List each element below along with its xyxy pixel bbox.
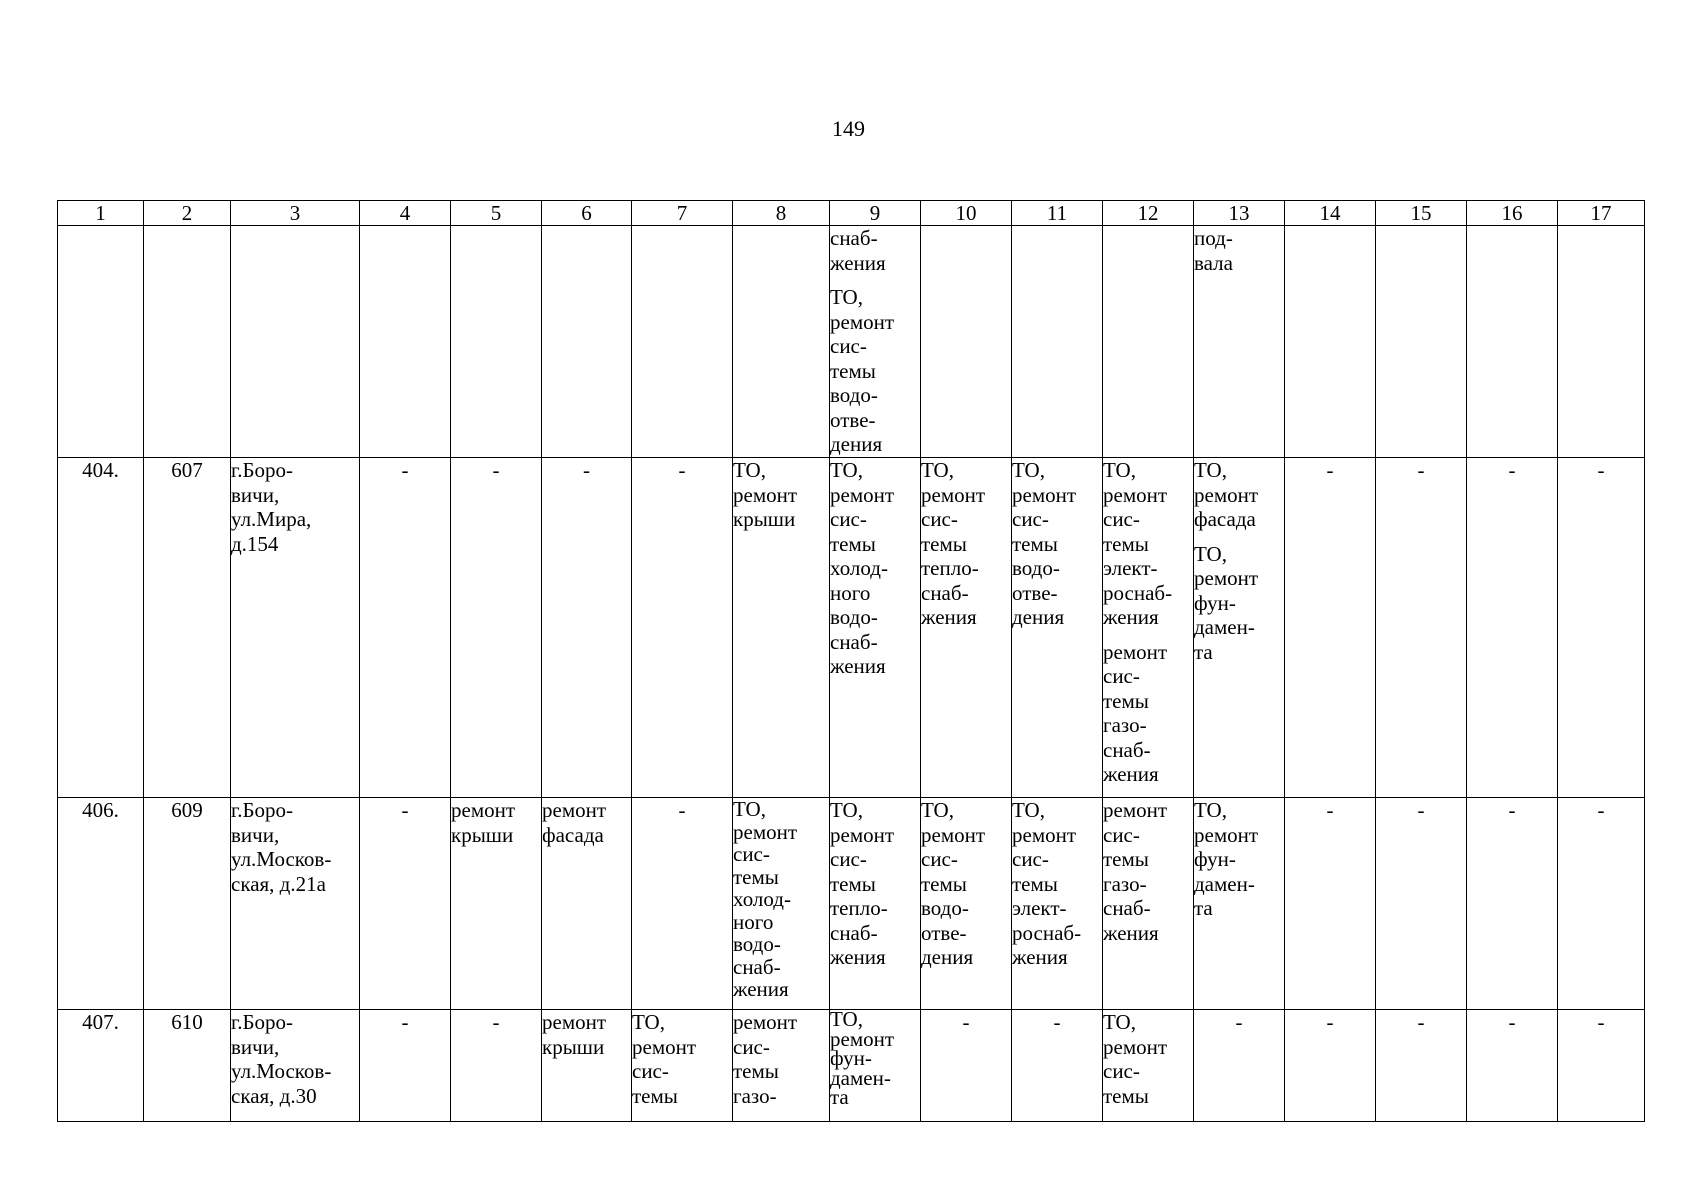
cell-text-line: сис-	[1012, 847, 1049, 871]
cell-text-line: сис-	[733, 1034, 770, 1059]
empty-value: -	[360, 798, 451, 1010]
cell-text-line: ТО,	[1194, 458, 1227, 482]
column-header: 5	[451, 201, 542, 226]
cell-text-line: ская, д.30	[231, 1083, 317, 1108]
cell-text-line: снаб-	[733, 954, 781, 979]
cell-text-line: д.154	[231, 531, 279, 556]
cell-text-line: ремонт	[1194, 482, 1259, 507]
cell-text-line: ТО,	[1194, 798, 1227, 822]
cell-text-line: холод-	[830, 556, 888, 580]
work-cell	[632, 1010, 733, 1122]
cell-text-line: ремонт	[1103, 482, 1168, 507]
cell-text-line: ремонт	[921, 822, 986, 847]
cell-text-line: сис-	[830, 334, 867, 358]
cell-text-line: крыши	[542, 1034, 605, 1059]
cell-text-line: вичи,	[231, 482, 280, 507]
cell-text-line: жения	[921, 605, 977, 629]
empty-value: -	[360, 1010, 451, 1122]
cell-text-line: снаб-	[921, 580, 969, 605]
cell-text-line: элект-	[1103, 556, 1158, 580]
cell-text-line: темы	[921, 531, 967, 556]
table-cell	[921, 226, 1012, 458]
cell-text-line: ТО,	[830, 798, 863, 822]
cell-text-line: снаб-	[1103, 896, 1151, 920]
empty-value: -	[1285, 1010, 1376, 1122]
address-cell	[231, 798, 360, 1010]
cell-text-line: ремонт	[1012, 482, 1077, 507]
repair-schedule-table	[57, 200, 1645, 1122]
cell-text-line: темы	[1103, 688, 1149, 713]
empty-value: -	[451, 1010, 542, 1122]
cell-text-line: ремонт	[451, 798, 516, 822]
column-header: 4	[360, 201, 451, 226]
cell-text-line: ного	[830, 580, 871, 605]
cell-text-line: вичи,	[231, 1034, 280, 1059]
cell-text-line: водо-	[830, 605, 878, 629]
column-header: 15	[1376, 201, 1467, 226]
page-number: 149	[832, 116, 865, 141]
empty-value: -	[1467, 1010, 1558, 1122]
table-cell	[144, 226, 231, 458]
work-cell	[733, 798, 830, 1010]
empty-value: -	[1467, 798, 1558, 1010]
cell-text-line: снаб-	[830, 920, 878, 945]
cell-text-line: ремонт	[542, 1010, 607, 1034]
cell-text-line: водо-	[830, 383, 878, 407]
cell-text-line: сис-	[1103, 822, 1140, 847]
cell-text-line: водо-	[1012, 556, 1060, 580]
cell-text-line: жения	[733, 977, 789, 1001]
empty-value: -	[1558, 458, 1645, 798]
work-cell	[921, 458, 1012, 798]
cell-text-line: ТО,	[921, 458, 954, 482]
empty-value: -	[360, 458, 451, 798]
table-cell	[1103, 226, 1194, 458]
cell-text-line: темы	[632, 1083, 678, 1108]
cell-text-line: отве-	[830, 407, 876, 432]
paragraph-gap	[1194, 532, 1284, 542]
column-header: 9	[830, 201, 921, 226]
work-cell	[921, 798, 1012, 1010]
work-cell	[830, 226, 921, 458]
table-row	[58, 1010, 1645, 1122]
cell-text-line: дения	[921, 945, 974, 969]
table-cell	[1012, 226, 1103, 458]
cell-text-line: та	[830, 1085, 849, 1109]
cell-text-line: сис-	[632, 1059, 669, 1083]
empty-value: -	[1467, 458, 1558, 798]
work-cell	[830, 458, 921, 798]
cell-text-line: ремонт	[632, 1034, 697, 1059]
cell-text-line: жения	[1103, 762, 1159, 786]
cell-text-line: ул.Москов-	[231, 847, 332, 871]
house-id: 610	[144, 1010, 231, 1122]
cell-text-line: сис-	[830, 847, 867, 871]
cell-text-line: ТО,	[1103, 458, 1136, 482]
cell-text-line: темы	[733, 864, 779, 889]
table-row	[58, 458, 1645, 798]
work-cell	[733, 458, 830, 798]
empty-value: -	[542, 458, 632, 798]
cell-text-line: сис-	[733, 842, 770, 866]
cell-text-line: дамен-	[1194, 871, 1255, 896]
cell-text-line: ремонт	[830, 822, 895, 847]
cell-text-line: сис-	[1103, 664, 1140, 688]
cell-text-line: темы	[1103, 1083, 1149, 1108]
work-cell	[830, 1007, 921, 1122]
cell-text-line: жения	[830, 654, 886, 678]
cell-text-line: жения	[1103, 605, 1159, 629]
empty-value: -	[1012, 1010, 1103, 1122]
table-cell	[1558, 226, 1645, 458]
table-cell	[542, 226, 632, 458]
cell-text-line: роснаб-	[1012, 920, 1082, 945]
cell-text-line: ТО,	[1103, 1010, 1136, 1034]
cell-text-line: сис-	[1103, 507, 1140, 531]
cell-text-line: ремонт	[830, 1026, 895, 1051]
cell-text-line: ремонт	[1194, 822, 1259, 847]
empty-value: -	[451, 458, 542, 798]
cell-text-line: та	[1194, 896, 1213, 920]
table-row	[58, 798, 1645, 1010]
cell-text-line: жения	[830, 945, 886, 969]
address-cell	[231, 458, 360, 798]
work-cell	[1103, 798, 1194, 1010]
cell-text-line: ремонт	[733, 819, 798, 844]
work-cell	[1103, 458, 1194, 798]
cell-text-line: г.Боро-	[231, 798, 294, 822]
work-cell	[1194, 798, 1285, 1010]
cell-text-line: ТО,	[830, 458, 863, 482]
cell-text-line: вичи,	[231, 822, 280, 847]
cell-text-line: темы	[830, 358, 876, 383]
empty-value: -	[1285, 798, 1376, 1010]
cell-text-line: ремонт	[1103, 639, 1168, 664]
cell-text-line: ТО,	[733, 797, 766, 821]
cell-text-line: ремонт	[1194, 566, 1259, 590]
empty-value: -	[1558, 798, 1645, 1010]
cell-text-line: ТО,	[830, 1007, 863, 1031]
cell-text-line: дения	[830, 432, 883, 456]
cell-text-line: г.Боро-	[231, 458, 294, 482]
cell-text-line: ремонт	[830, 309, 895, 334]
cell-text-line: снаб-	[1103, 737, 1151, 762]
column-header: 12	[1103, 201, 1194, 226]
empty-value: -	[632, 458, 733, 798]
cell-text-line: сис-	[921, 507, 958, 531]
cell-text-line: ремонт	[733, 1010, 798, 1034]
continuation-row	[58, 226, 1645, 458]
cell-text-line: ремонт	[733, 482, 798, 507]
table-cell	[1376, 226, 1467, 458]
column-header: 1	[58, 201, 144, 226]
cell-text-line: сис-	[921, 847, 958, 871]
column-header: 3	[231, 201, 360, 226]
cell-text-line: ТО,	[1012, 458, 1045, 482]
cell-text-line: вала	[1194, 250, 1233, 275]
cell-text-line: ремонт	[1103, 1034, 1168, 1059]
column-header: 13	[1194, 201, 1285, 226]
work-cell	[1012, 798, 1103, 1010]
cell-text-line: темы	[921, 871, 967, 896]
cell-text-line: ул.Москов-	[231, 1059, 332, 1083]
cell-text-line: фасада	[1194, 507, 1256, 531]
cell-text-line: газо-	[1103, 713, 1147, 737]
cell-text-line: сис-	[830, 507, 867, 531]
cell-text-line: ТО,	[1194, 541, 1227, 566]
cell-text-line: ТО,	[1012, 798, 1045, 822]
house-id: 609	[144, 798, 231, 1010]
cell-text-line: ремонт	[542, 798, 607, 822]
empty-value: -	[1285, 458, 1376, 798]
column-header: 2	[144, 201, 231, 226]
cell-text-line: холод-	[733, 887, 791, 911]
cell-text-line: тепло-	[921, 556, 979, 580]
cell-text-line: жения	[830, 250, 886, 275]
cell-text-line: крыши	[451, 822, 514, 847]
cell-text-line: фун-	[1194, 590, 1236, 615]
empty-value: -	[1194, 1010, 1285, 1122]
row-number: 407.	[58, 1010, 144, 1122]
cell-text-line: водо-	[921, 896, 969, 920]
cell-text-line: ТО,	[921, 798, 954, 822]
cell-text-line: ТО,	[733, 458, 766, 482]
cell-text-line: ремонт	[1012, 822, 1077, 847]
cell-text-line: ТО,	[632, 1010, 665, 1034]
cell-text-line: сис-	[1012, 507, 1049, 531]
empty-value: -	[921, 1010, 1012, 1122]
cell-text-line: ТО,	[830, 285, 863, 309]
empty-value: -	[1376, 1010, 1467, 1122]
table-cell	[58, 226, 144, 458]
work-cell	[542, 798, 632, 1010]
cell-text-line: снаб-	[830, 629, 878, 654]
cell-text-line: темы	[1103, 847, 1149, 871]
column-header: 7	[632, 201, 733, 226]
column-header: 10	[921, 201, 1012, 226]
cell-text-line: жения	[1012, 945, 1068, 969]
column-number-header-row	[58, 201, 1645, 226]
table-cell	[733, 226, 830, 458]
cell-text-line: крыши	[733, 507, 796, 531]
house-id: 607	[144, 458, 231, 798]
cell-text-line: отве-	[921, 920, 967, 945]
cell-text-line: дения	[1012, 605, 1065, 629]
paragraph-gap	[1103, 630, 1193, 640]
cell-text-line: ская, д.21а	[231, 871, 326, 896]
column-header: 14	[1285, 201, 1376, 226]
cell-text-line: темы	[1012, 871, 1058, 896]
empty-value: -	[1558, 1010, 1645, 1122]
column-header: 8	[733, 201, 830, 226]
cell-text-line: темы	[733, 1059, 779, 1083]
cell-text-line: под-	[1194, 226, 1233, 250]
cell-text-line: водо-	[733, 932, 781, 956]
cell-text-line: роснаб-	[1103, 580, 1173, 605]
table-cell	[360, 226, 451, 458]
column-header: 6	[542, 201, 632, 226]
cell-text-line: ремонт	[830, 482, 895, 507]
cell-text-line: фун-	[830, 1046, 872, 1070]
cell-text-line: жения	[1103, 920, 1159, 945]
cell-text-line: элект-	[1012, 896, 1067, 920]
cell-text-line: ул.Мира,	[231, 507, 312, 531]
row-number: 406.	[58, 798, 144, 1010]
work-cell	[1194, 226, 1285, 458]
cell-text-line: ного	[733, 909, 774, 934]
row-number: 404.	[58, 458, 144, 798]
cell-text-line: ремонт	[1103, 798, 1168, 822]
cell-text-line: отве-	[1012, 580, 1058, 605]
column-header: 11	[1012, 201, 1103, 226]
column-header: 17	[1558, 201, 1645, 226]
cell-text-line: ремонт	[921, 482, 986, 507]
cell-text-line: дамен-	[1194, 615, 1255, 639]
work-cell	[733, 1010, 830, 1122]
cell-text-line: темы	[830, 531, 876, 556]
column-header: 16	[1467, 201, 1558, 226]
cell-text-line: сис-	[1103, 1059, 1140, 1083]
cell-text-line: фасада	[542, 822, 604, 847]
address-cell	[231, 1010, 360, 1122]
cell-text-line: снаб-	[830, 226, 878, 250]
empty-value: -	[1376, 798, 1467, 1010]
table-cell	[632, 226, 733, 458]
work-cell	[1194, 458, 1285, 798]
cell-text-line: та	[1194, 639, 1213, 664]
table-cell	[451, 226, 542, 458]
cell-text-line: темы	[830, 871, 876, 896]
cell-text-line: газо-	[733, 1083, 777, 1108]
work-cell	[451, 798, 542, 1010]
cell-text-line: г.Боро-	[231, 1010, 294, 1034]
table-cell	[1285, 226, 1376, 458]
cell-text-line: дамен-	[830, 1065, 891, 1090]
work-cell	[830, 798, 921, 1010]
work-cell	[542, 1010, 632, 1122]
cell-text-line: темы	[1012, 531, 1058, 556]
cell-text-line: газо-	[1103, 871, 1147, 896]
cell-text-line: фун-	[1194, 847, 1236, 871]
cell-text-line: тепло-	[830, 896, 888, 920]
work-cell	[1103, 1010, 1194, 1122]
table-cell	[1467, 226, 1558, 458]
empty-value: -	[1376, 458, 1467, 798]
cell-text-line: темы	[1103, 531, 1149, 556]
empty-value: -	[632, 798, 733, 1010]
paragraph-gap	[830, 275, 920, 285]
work-cell	[1012, 458, 1103, 798]
table-cell	[231, 226, 360, 458]
